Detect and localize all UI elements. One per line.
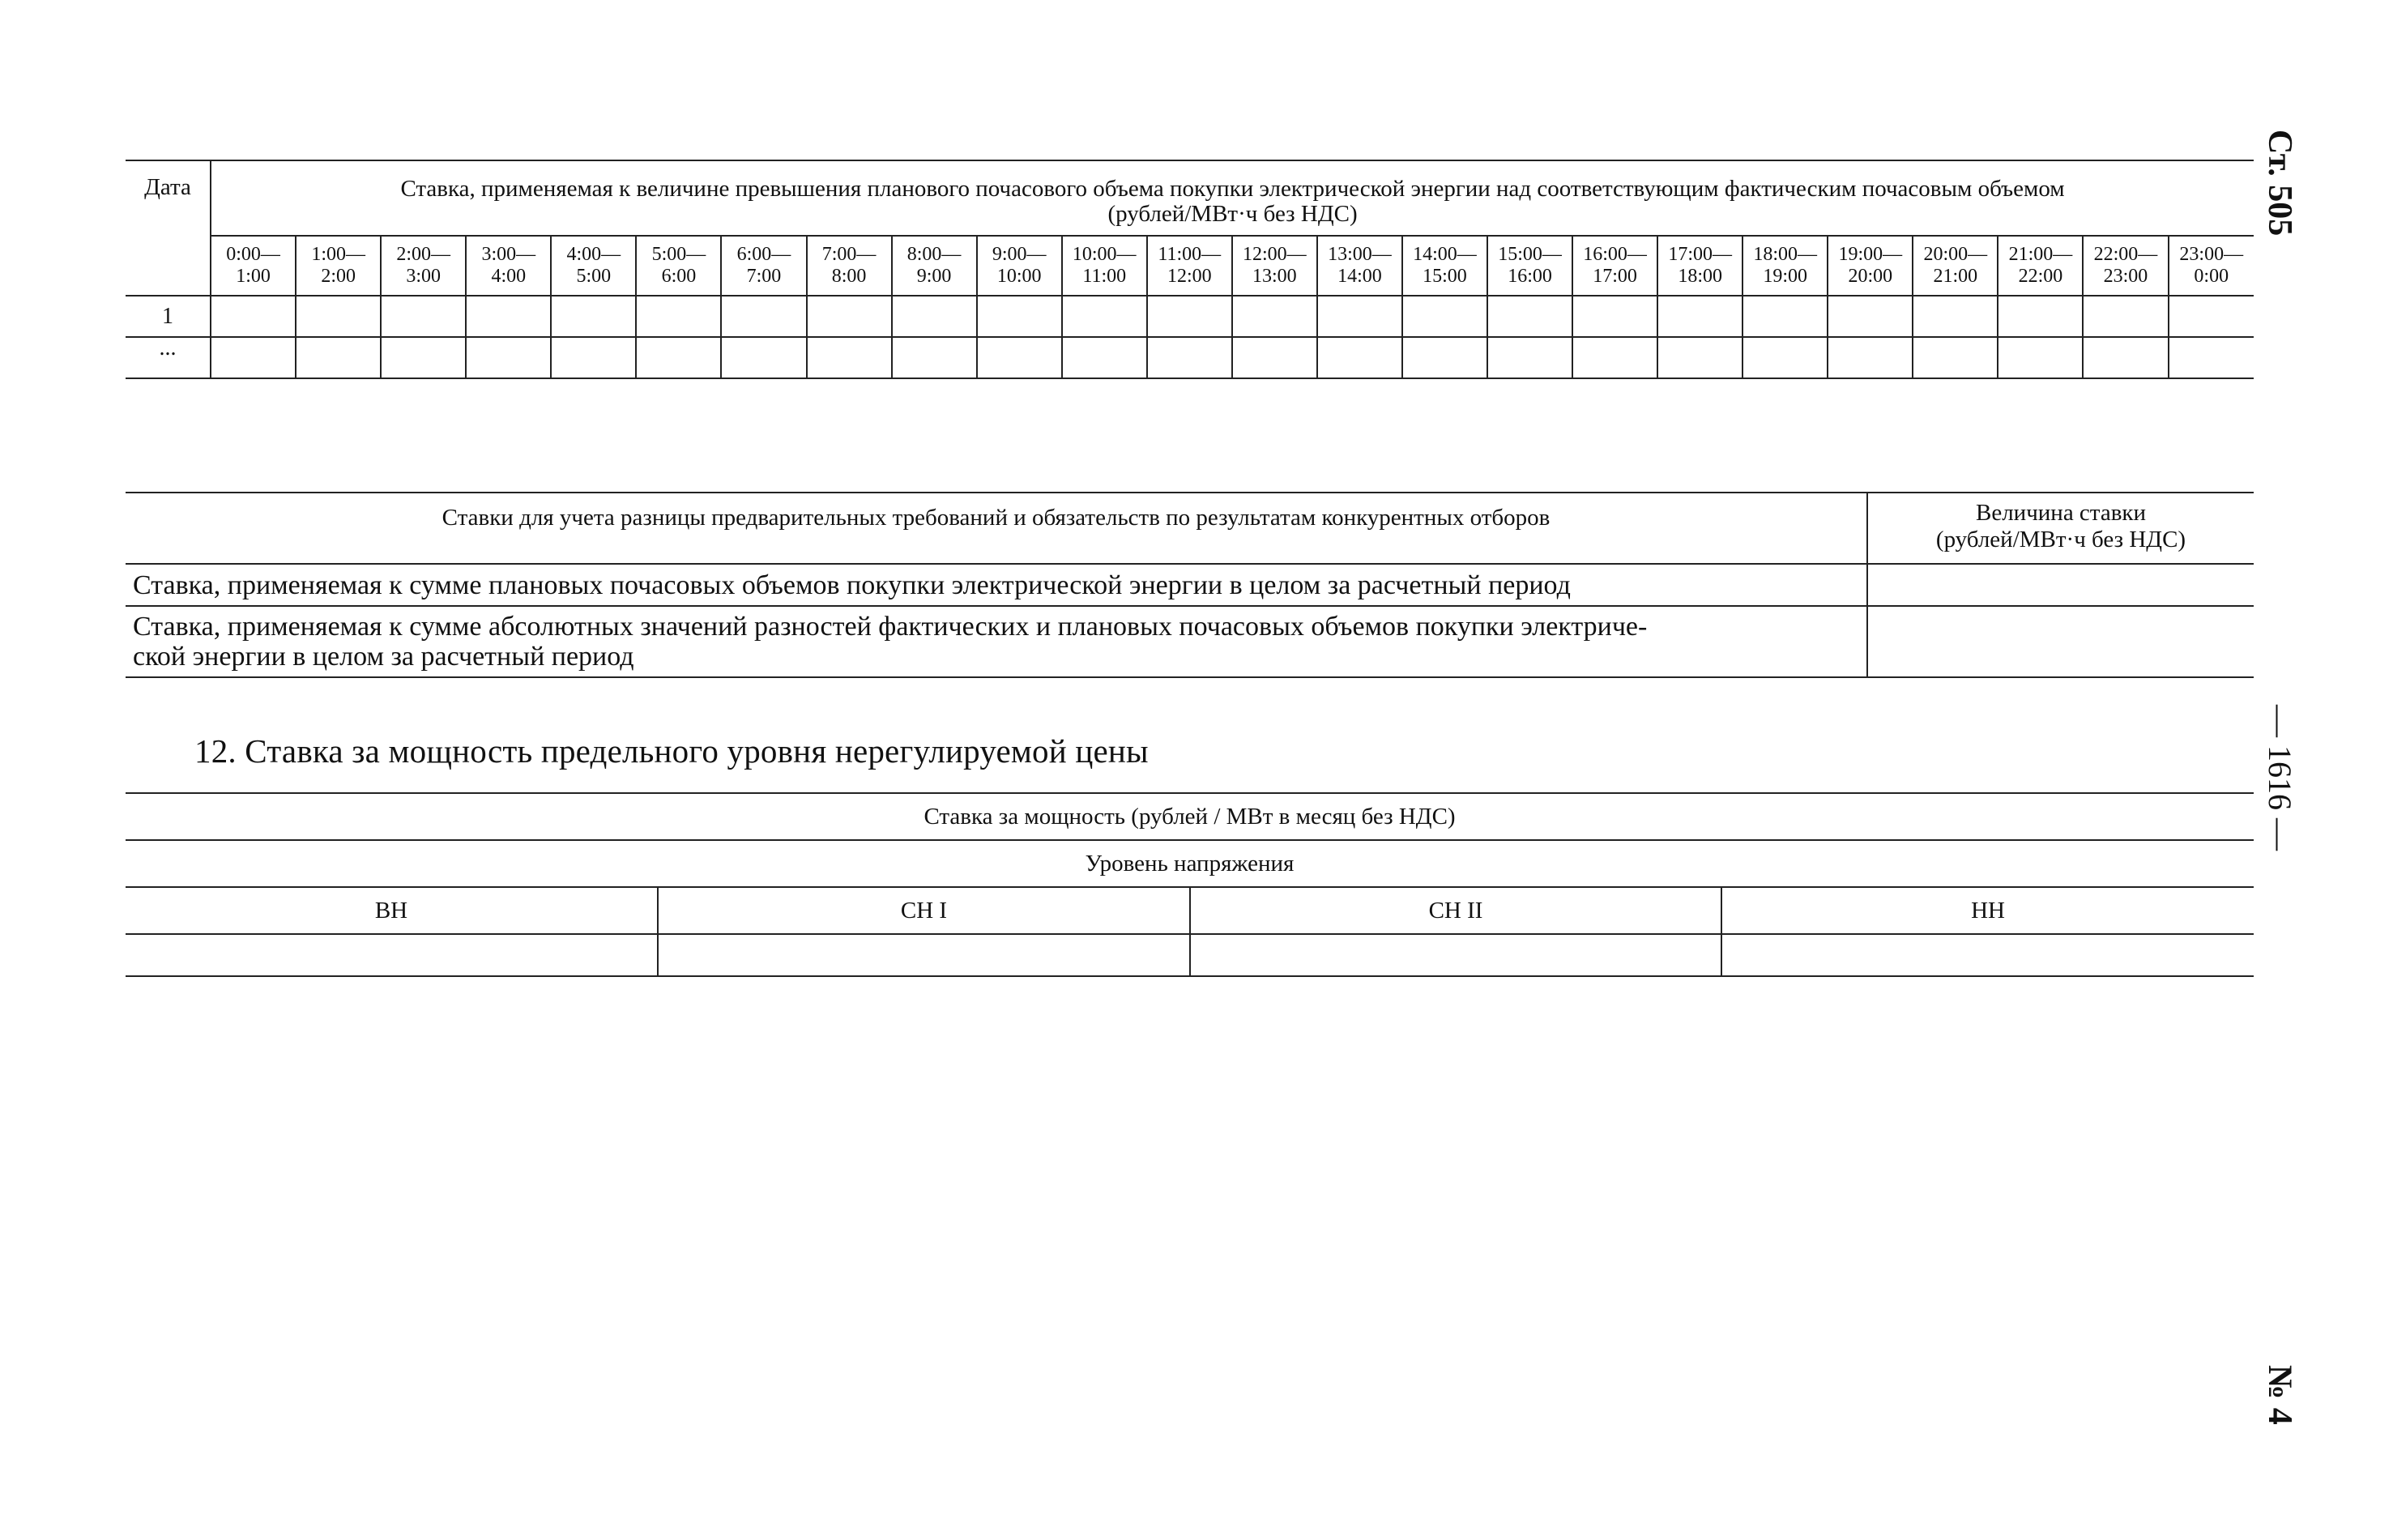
hour-value-cell bbox=[296, 337, 381, 378]
hour-value-cell bbox=[1913, 296, 1998, 337]
hour-from: 15:00— bbox=[1498, 244, 1562, 265]
voltage-levels-row bbox=[126, 887, 2254, 934]
hour-column-header bbox=[1402, 236, 1487, 296]
hour-column-header bbox=[1147, 236, 1232, 296]
hour-from: 10:00— bbox=[1072, 244, 1137, 265]
table-row bbox=[126, 337, 2254, 378]
hour-value-cell bbox=[892, 337, 977, 378]
hour-to: 4:00 bbox=[491, 266, 527, 287]
hour-to: 22:00 bbox=[2018, 266, 2063, 287]
hour-value-cell bbox=[721, 296, 806, 337]
hour-to: 10:00 bbox=[996, 266, 1042, 287]
hour-to: 16:00 bbox=[1508, 266, 1552, 287]
hourly-rate-table bbox=[126, 160, 2254, 379]
rate-value-header bbox=[1867, 493, 2254, 564]
hour-value-cell bbox=[1657, 296, 1742, 337]
hour-from: 8:00— bbox=[906, 244, 962, 265]
rate-value-cell bbox=[1867, 606, 2254, 677]
hour-column-header bbox=[1062, 236, 1147, 296]
hour-to: 2:00 bbox=[321, 266, 356, 287]
rate-value-header-line1: Величина ставки bbox=[1975, 500, 2147, 526]
hour-value-cell bbox=[2169, 337, 2254, 378]
hour-column-header bbox=[1828, 236, 1913, 296]
hour-value-cell bbox=[1147, 337, 1232, 378]
hour-from: 20:00— bbox=[1923, 244, 1988, 265]
hour-to: 7:00 bbox=[746, 266, 782, 287]
hour-to: 5:00 bbox=[576, 266, 612, 287]
capacity-rate-table bbox=[126, 792, 2254, 977]
voltage-level-nn: НН bbox=[1721, 887, 2254, 934]
hour-from: 9:00— bbox=[992, 244, 1047, 265]
hour-value-cell bbox=[1828, 337, 1913, 378]
hour-value-cell bbox=[211, 337, 296, 378]
hour-from: 17:00— bbox=[1668, 244, 1732, 265]
hour-to: 1:00 bbox=[236, 266, 271, 287]
hour-value-cell bbox=[721, 337, 806, 378]
hour-column-header bbox=[1572, 236, 1657, 296]
hour-value-cell bbox=[551, 296, 636, 337]
rate-value-cell bbox=[1867, 564, 2254, 606]
hour-value-cell bbox=[977, 296, 1062, 337]
hour-to: 20:00 bbox=[1848, 266, 1893, 287]
hourly-rate-title-line1: Ставка, применяемая к величине превышения планового почасового объема покупки электрической энергии над соответствующим фактическим почасовым объемом bbox=[400, 176, 2065, 202]
hour-from: 2:00— bbox=[396, 244, 451, 265]
hour-value-cell bbox=[977, 337, 1062, 378]
table-row bbox=[126, 934, 2254, 976]
hour-from: 22:00— bbox=[2093, 244, 2158, 265]
rate-description: Ставка, применяемая к сумме плановых почасовых объемов покупки электрической энергии в целом за расчетный период bbox=[126, 564, 1867, 606]
hour-from: 14:00— bbox=[1413, 244, 1477, 265]
value-cell bbox=[658, 934, 1190, 976]
hour-to: 13:00 bbox=[1252, 266, 1297, 287]
hour-column-header bbox=[296, 236, 381, 296]
voltage-level-sn1: СН I bbox=[658, 887, 1190, 934]
table-row bbox=[126, 296, 2254, 337]
hour-column-header bbox=[721, 236, 806, 296]
rate-value-header-line2: (рублей/МВт·ч без НДС) bbox=[1935, 527, 2186, 552]
hour-value-cell bbox=[1402, 337, 1487, 378]
hour-value-cell bbox=[807, 337, 892, 378]
hour-value-cell bbox=[1062, 337, 1147, 378]
hour-value-cell bbox=[1657, 337, 1742, 378]
hour-to: 23:00 bbox=[2103, 266, 2148, 287]
hour-value-cell bbox=[1913, 337, 1998, 378]
hour-value-cell bbox=[211, 296, 296, 337]
table-row bbox=[126, 606, 2254, 677]
rate-description-line2: ской энергии в целом за расчетный период bbox=[133, 642, 634, 672]
hour-to: 18:00 bbox=[1678, 266, 1722, 287]
hour-to: 0:00 bbox=[2194, 266, 2229, 287]
rate-description-line1: Ставка, применяемая к сумме абсолютных значений разностей фактических и плановых почасовых объемов покупки электриче- bbox=[133, 612, 1648, 642]
hour-column-header bbox=[1913, 236, 1998, 296]
hour-column-header bbox=[211, 236, 296, 296]
hour-column-header bbox=[2169, 236, 2254, 296]
section-heading: 12. Ставка за мощность предельного уровня нерегулируемой цены bbox=[194, 732, 1149, 770]
hour-value-cell bbox=[381, 296, 466, 337]
hour-value-cell bbox=[1742, 296, 1828, 337]
hour-from: 0:00— bbox=[226, 244, 280, 265]
hourly-rate-title bbox=[211, 160, 2254, 236]
hour-to: 9:00 bbox=[916, 266, 952, 287]
hour-value-cell bbox=[2169, 296, 2254, 337]
issue-number: № 4 bbox=[2261, 1365, 2298, 1425]
hour-value-cell bbox=[1572, 337, 1657, 378]
value-cell bbox=[126, 934, 658, 976]
hour-from: 18:00— bbox=[1753, 244, 1818, 265]
hour-column-header bbox=[1657, 236, 1742, 296]
hour-value-cell bbox=[2083, 296, 2168, 337]
hour-value-cell bbox=[1232, 337, 1317, 378]
hour-from: 7:00— bbox=[821, 244, 877, 265]
hour-value-cell bbox=[1998, 296, 2083, 337]
date-column-header: Дата bbox=[126, 160, 211, 296]
hour-value-cell bbox=[296, 296, 381, 337]
hour-value-cell bbox=[2083, 337, 2168, 378]
hour-value-cell bbox=[1487, 337, 1572, 378]
hour-value-cell bbox=[1742, 337, 1828, 378]
hour-value-cell bbox=[466, 296, 551, 337]
hour-to: 21:00 bbox=[1933, 266, 1978, 287]
hour-value-cell bbox=[1402, 296, 1487, 337]
hour-column-header bbox=[2083, 236, 2168, 296]
hour-column-header bbox=[466, 236, 551, 296]
hour-column-header bbox=[1998, 236, 2083, 296]
page-number: Ст. 505 bbox=[2261, 130, 2298, 237]
hour-from: 13:00— bbox=[1328, 244, 1392, 265]
hour-value-cell bbox=[1147, 296, 1232, 337]
voltage-level-header: Уровень напряжения bbox=[126, 840, 2254, 887]
hour-column-header bbox=[807, 236, 892, 296]
capacity-rate-header: Ставка за мощность (рублей / МВт в месяц без НДС) bbox=[126, 793, 2254, 840]
hour-from: 11:00— bbox=[1158, 244, 1222, 265]
hour-value-cell bbox=[466, 337, 551, 378]
hour-value-cell bbox=[636, 296, 721, 337]
hour-from: 19:00— bbox=[1838, 244, 1903, 265]
hour-column-header bbox=[636, 236, 721, 296]
hour-from: 5:00— bbox=[651, 244, 706, 265]
hour-from: 3:00— bbox=[481, 244, 536, 265]
hour-column-header bbox=[381, 236, 466, 296]
hour-value-cell bbox=[1828, 296, 1913, 337]
hour-value-cell bbox=[381, 337, 466, 378]
voltage-level-sn2: СН II bbox=[1190, 887, 1721, 934]
hour-to: 15:00 bbox=[1423, 266, 1467, 287]
hour-column-header bbox=[1317, 236, 1402, 296]
row-date-label: ... bbox=[126, 337, 211, 378]
hour-value-cell bbox=[636, 337, 721, 378]
table-row bbox=[126, 564, 2254, 606]
hour-header-row bbox=[126, 236, 2254, 296]
value-cell bbox=[1721, 934, 2254, 976]
document-number: — 1616 — bbox=[2262, 705, 2298, 851]
hour-value-cell bbox=[1317, 296, 1402, 337]
hour-from: 4:00— bbox=[566, 244, 621, 265]
hour-value-cell bbox=[1317, 337, 1402, 378]
rate-description bbox=[126, 606, 1867, 677]
hour-column-header bbox=[1742, 236, 1828, 296]
hour-value-cell bbox=[1487, 296, 1572, 337]
hour-from: 12:00— bbox=[1243, 244, 1307, 265]
hour-to: 17:00 bbox=[1593, 266, 1637, 287]
hour-from: 21:00— bbox=[2008, 244, 2073, 265]
hour-value-cell bbox=[1062, 296, 1147, 337]
row-date-label: 1 bbox=[126, 296, 211, 337]
hour-to: 19:00 bbox=[1763, 266, 1808, 287]
hour-from: 1:00— bbox=[311, 244, 365, 265]
hour-value-cell bbox=[551, 337, 636, 378]
hour-to: 6:00 bbox=[661, 266, 697, 287]
hour-to: 3:00 bbox=[406, 266, 441, 287]
hourly-rate-title-line2: (рублей/МВт·ч без НДС) bbox=[1107, 201, 1358, 227]
voltage-level-vn: ВН bbox=[126, 887, 658, 934]
hour-from: 23:00— bbox=[2179, 244, 2244, 265]
hour-from: 6:00— bbox=[736, 244, 791, 265]
difference-rates-table bbox=[126, 492, 2254, 678]
difference-rates-header: Ставки для учета разницы предварительных требований и обязательств по результатам конкурентных отборов bbox=[126, 493, 1867, 564]
hour-to: 8:00 bbox=[831, 266, 867, 287]
hour-column-header bbox=[551, 236, 636, 296]
hour-column-header bbox=[977, 236, 1062, 296]
hour-to: 11:00 bbox=[1082, 266, 1127, 287]
hour-value-cell bbox=[1232, 296, 1317, 337]
hour-value-cell bbox=[1572, 296, 1657, 337]
value-cell bbox=[1190, 934, 1721, 976]
hour-to: 14:00 bbox=[1337, 266, 1382, 287]
hour-value-cell bbox=[1998, 337, 2083, 378]
hour-to: 12:00 bbox=[1167, 266, 1212, 287]
hour-from: 16:00— bbox=[1583, 244, 1647, 265]
hour-column-header bbox=[892, 236, 977, 296]
hour-column-header bbox=[1232, 236, 1317, 296]
hour-value-cell bbox=[807, 296, 892, 337]
hour-value-cell bbox=[892, 296, 977, 337]
hour-column-header bbox=[1487, 236, 1572, 296]
